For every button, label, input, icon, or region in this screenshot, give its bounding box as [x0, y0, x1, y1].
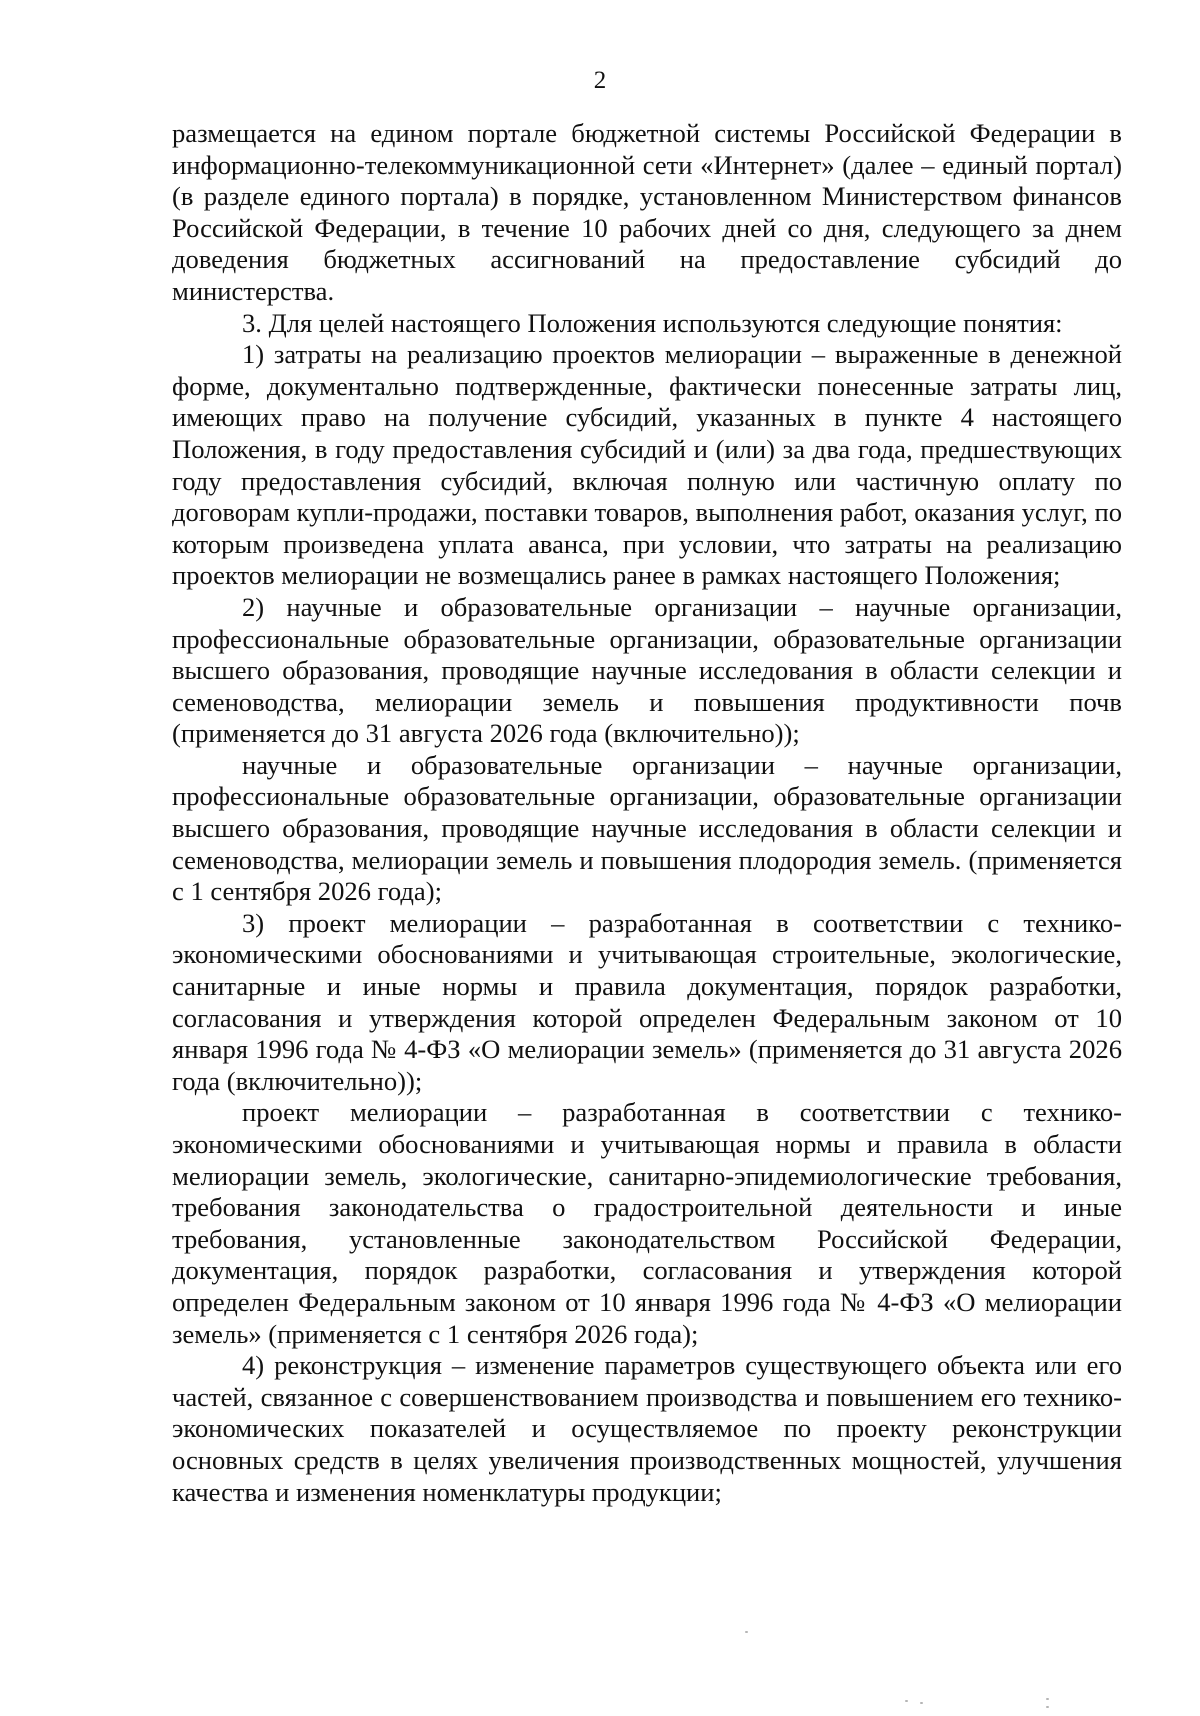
- paragraph-definition-2: 2) научные и образовательные организации – научные организации, профессиональные образовательные организации, образовательные организации высшего образования, проводящие научные исследования в области селекции и семеноводства, мелиорации земель и повышения продуктивности почв (применяется до 31 августа 2026 года (включительно));: [172, 591, 1122, 749]
- paragraph-definition-4: 4) реконструкция – изменение параметров существующего объекта или его частей, связанное с совершенствованием производства и повышением его технико-экономических показателей и осуществляемое по проекту реконструкции основных средств в целях увеличения производственных мощностей, улучшения качества и изменения номенклатуры продукции;: [172, 1350, 1122, 1507]
- document-body: [172, 118, 1122, 1508]
- paragraph-definitions-intro: 3. Для целей настоящего Положения используются следующие понятия:: [242, 307, 1063, 338]
- scan-speck: [1046, 1698, 1049, 1700]
- paragraph-definition-3-new: проект мелиорации – разработанная в соответствии с технико-экономическими обоснованиями и учитывающая нормы и правила в области мелиорации земель, экологические, санитарно-эпидемиологические требования, требования законодательства о градостроительной деятельности и иные требования, установленные законодательством Российской Федерации, документация, порядок разработки, согласования и утверждения которой определен Федеральным законом от 10 января 1996 года № 4-ФЗ «О мелиорации земель» (применяется с 1 сентября 2026 года);: [172, 1097, 1122, 1349]
- page-number: 2: [593, 67, 607, 94]
- paragraph-definition-1: 1) затраты на реализацию проектов мелиорации – выраженные в денежной форме, документально подтвержденные, фактически понесенные затраты лиц, имеющих право на получение субсидий, указанных в пункте 4 настоящего Положения, в году предоставления субсидий и (или) за два года, предшествующих году предоставления субсидий, включая полную или частичную оплату по договорам купли-продажи, поставки товаров, выполнения работ, оказания услуг, по которым произведена уплата аванса, при условии, что затраты на реализацию проектов мелиорации не возмещались ранее в рамках настоящего Положения;: [172, 339, 1122, 591]
- scan-speck: [920, 1702, 923, 1704]
- scan-speck: [1046, 1706, 1049, 1708]
- scan-speck: [745, 1631, 748, 1633]
- paragraph-definition-2-new: научные и образовательные организации – научные организации, профессиональные образовательные организации, образовательные организации высшего образования, проводящие научные исследования в области селекции и семеноводства, мелиорации земель и повышения плодородия земель. (применяется с 1 сентября 2026 года);: [172, 749, 1122, 907]
- paragraph-continuation: размещается на едином портале бюджетной системы Российской Федерации в информационно-телекоммуникационной сети «Интернет» (далее – единый портал) (в разделе единого портала) в порядке, установленном Министерством финансов Российской Федерации, в течение 10 рабочих дней со дня, следующего за днем доведения бюджетных ассигнований на предоставление субсидий до министерства.: [172, 118, 1122, 306]
- paragraph-definition-3: 3) проект мелиорации – разработанная в соответствии с технико-экономическими обоснованиями и учитывающая строительные, экологические, санитарные и иные нормы и правила документация, порядок разработки, согласования и утверждения которой определен Федеральным законом от 10 января 1996 года № 4-ФЗ «О мелиорации земель» (применяется до 31 августа 2026 года (включительно));: [172, 907, 1122, 1096]
- scan-speck: [905, 1700, 908, 1702]
